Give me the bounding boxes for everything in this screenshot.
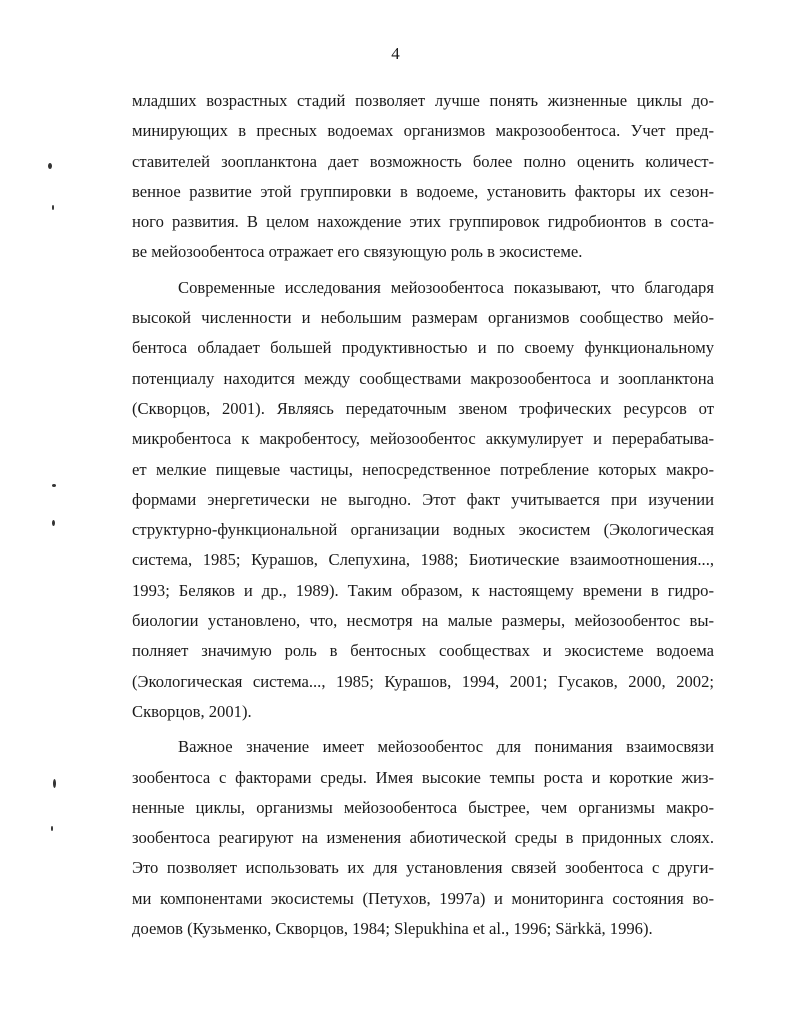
- text-line: ного развития. В целом нахождение этих группировок гидробионтов в соста-: [132, 212, 714, 232]
- paragraph: [132, 732, 714, 944]
- scan-speck: [52, 484, 56, 487]
- page-number: 4: [391, 44, 400, 63]
- text-line: ненные циклы, организмы мейозообентоса быстрее, чем организмы макро-: [132, 797, 714, 817]
- text-line: полняет значимую роль в бентосных сообществах и экосистеме водоема: [132, 641, 714, 661]
- text-line: (Скворцов, 2001). Являясь передаточным звеном трофических ресурсов от: [132, 398, 714, 418]
- text-line: Важное значение имеет мейозообентос для понимания взаимосвязи: [178, 737, 714, 757]
- text-line: ве мейозообентоса отражает его связующую роль в экосистеме.: [132, 242, 583, 262]
- text-line: (Экологическая система..., 1985; Курашов, 1994, 2001; Гусаков, 2000, 2002;: [132, 671, 714, 691]
- scan-speck: [48, 163, 52, 169]
- scan-speck: [52, 520, 55, 526]
- scan-speck: [51, 826, 53, 831]
- text-line: биологии установлено, что, несмотря на малые размеры, мейозообентос вы-: [132, 611, 714, 631]
- scan-speck: [52, 205, 54, 210]
- text-line: младших возрастных стадий позволяет лучше понять жизненные циклы до-: [132, 91, 714, 110]
- paragraph: [132, 273, 714, 727]
- text-line: минирующих в пресных водоемах организмов макрозообентоса. Учет пред-: [132, 121, 714, 141]
- text-line: бентоса обладает большей продуктивностью и по своему функциональному: [132, 338, 714, 358]
- text-line: Современные исследования мейозообентоса показывают, что благодаря: [178, 277, 714, 297]
- text-line: структурно-функциональной организации водных экосистем (Экологическая: [132, 520, 714, 540]
- text-line: 1993; Беляков и др., 1989). Таким образом, к настоящему времени в гидро-: [132, 580, 714, 600]
- text-line: микробентоса к макробентосу, мейозообентос аккумулирует и перерабатыва-: [132, 429, 714, 449]
- scan-speck: [53, 779, 56, 788]
- text-line: Скворцов, 2001).: [132, 701, 252, 721]
- paragraph: [132, 86, 714, 268]
- text-line: система, 1985; Курашов, Слепухина, 1988; Биотические взаимоотношения...,: [132, 550, 714, 570]
- text-line: зообентоса с факторами среды. Имея высокие темпы роста и короткие жиз-: [132, 767, 714, 787]
- text-line: формами энергетически не выгодно. Этот факт учитывается при изучении: [132, 489, 714, 509]
- text-line: ет мелкие пищевые частицы, непосредственное потребление которых макро-: [132, 459, 714, 479]
- text-line: высокой численности и небольшим размерам организмов сообщество мейо-: [132, 308, 714, 328]
- text-line: зообентоса реагируют на изменения абиотической среды в придонных слоях.: [132, 828, 714, 848]
- text-line: венное развитие этой группировки в водоеме, установить факторы их сезон-: [132, 181, 714, 201]
- text-line: ставителей зоопланктона дает возможность более полно оценить количест-: [132, 151, 714, 171]
- text-line: потенциалу находится между сообществами макрозообентоса и зоопланктона: [132, 368, 714, 388]
- body-text: [132, 86, 714, 944]
- text-line: ми компонентами экосистемы (Петухов, 1997а) и мониторинга состояния во-: [132, 888, 714, 908]
- text-line: доемов (Кузьменко, Скворцов, 1984; Slepukhina et al., 1996; Särkkä, 1996).: [132, 919, 653, 939]
- text-line: Это позволяет использовать их для установления связей зообентоса с други-: [132, 858, 714, 878]
